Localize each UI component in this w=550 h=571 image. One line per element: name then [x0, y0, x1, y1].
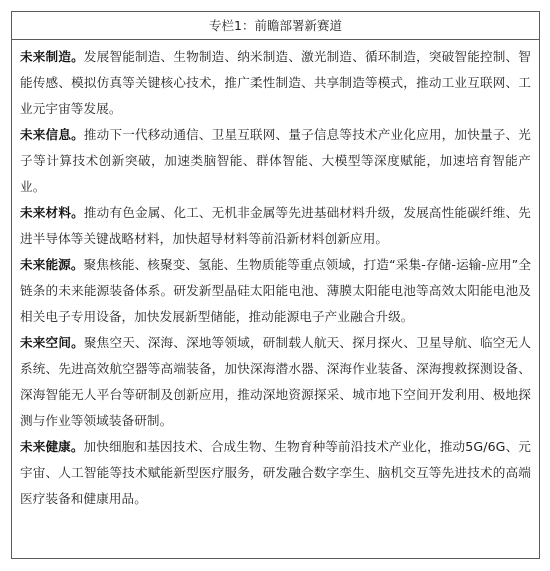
- section-space: [20, 330, 531, 434]
- box-title: 专栏1：前瞻部署新赛道: [12, 12, 539, 40]
- section-text: 聚焦核能、核聚变、氢能、生物质能等重点领域，打造“采集-存储-运输-应用”全链条的未来能源装备体系。研发新型晶硅太阳能电池、薄膜太阳能电池等高效太阳能电池及相关电子专用设备，加快发展新型储能，推动能源电子产业融合升级。: [20, 257, 532, 324]
- section-health: [20, 434, 531, 512]
- section-text: 推动下一代移动通信、卫星互联网、量子信息等技术产业化应用，加快量子、光子等计算技术创新突破，加速类脑智能、群体智能、大模型等深度赋能，加速培育智能产业。: [20, 127, 532, 194]
- section-energy: [20, 252, 531, 330]
- section-heading: 未来制造。: [20, 49, 84, 64]
- section-heading: 未来空间。: [20, 335, 84, 350]
- section-text: 发展智能制造、生物制造、纳米制造、激光制造、循环制造，突破智能控制、智能传感、模拟仿真等关键核心技术，推广柔性制造、共享制造等模式，推动工业互联网、工业元宇宙等发展。: [20, 49, 532, 116]
- box-body: [12, 40, 539, 512]
- section-text: 推动有色金属、化工、无机非金属等先进基础材料升级，发展高性能碳纤维、先进半导体等关键战略材料，加快超导材料等前沿新材料创新应用。: [20, 205, 532, 246]
- section-heading: 未来材料。: [20, 205, 84, 220]
- section-materials: [20, 200, 531, 252]
- section-information: [20, 122, 531, 200]
- section-heading: 未来信息。: [20, 127, 84, 142]
- section-manufacturing: [20, 44, 531, 122]
- section-heading: 未来能源。: [20, 257, 84, 272]
- column-box: [11, 11, 540, 559]
- section-text: 加快细胞和基因技术、合成生物、生物育种等前沿技术产业化，推动5G/6G、元宇宙、人工智能等技术赋能新型医疗服务，研发融合数字孪生、脑机交互等先进技术的高端医疗装备和健康用品。: [20, 439, 531, 506]
- section-text: 聚焦空天、深海、深地等领域，研制载人航天、探月探火、卫星导航、临空无人系统、先进高效航空器等高端装备，加快深海潜水器、深海作业装备、深海搜救探测设备、深海智能无人平台等研制及创新应用，推动深地资源探采、城市地下空间开发利用、极地探测与作业等领域装备研制。: [20, 335, 532, 428]
- section-heading: 未来健康。: [20, 439, 84, 454]
